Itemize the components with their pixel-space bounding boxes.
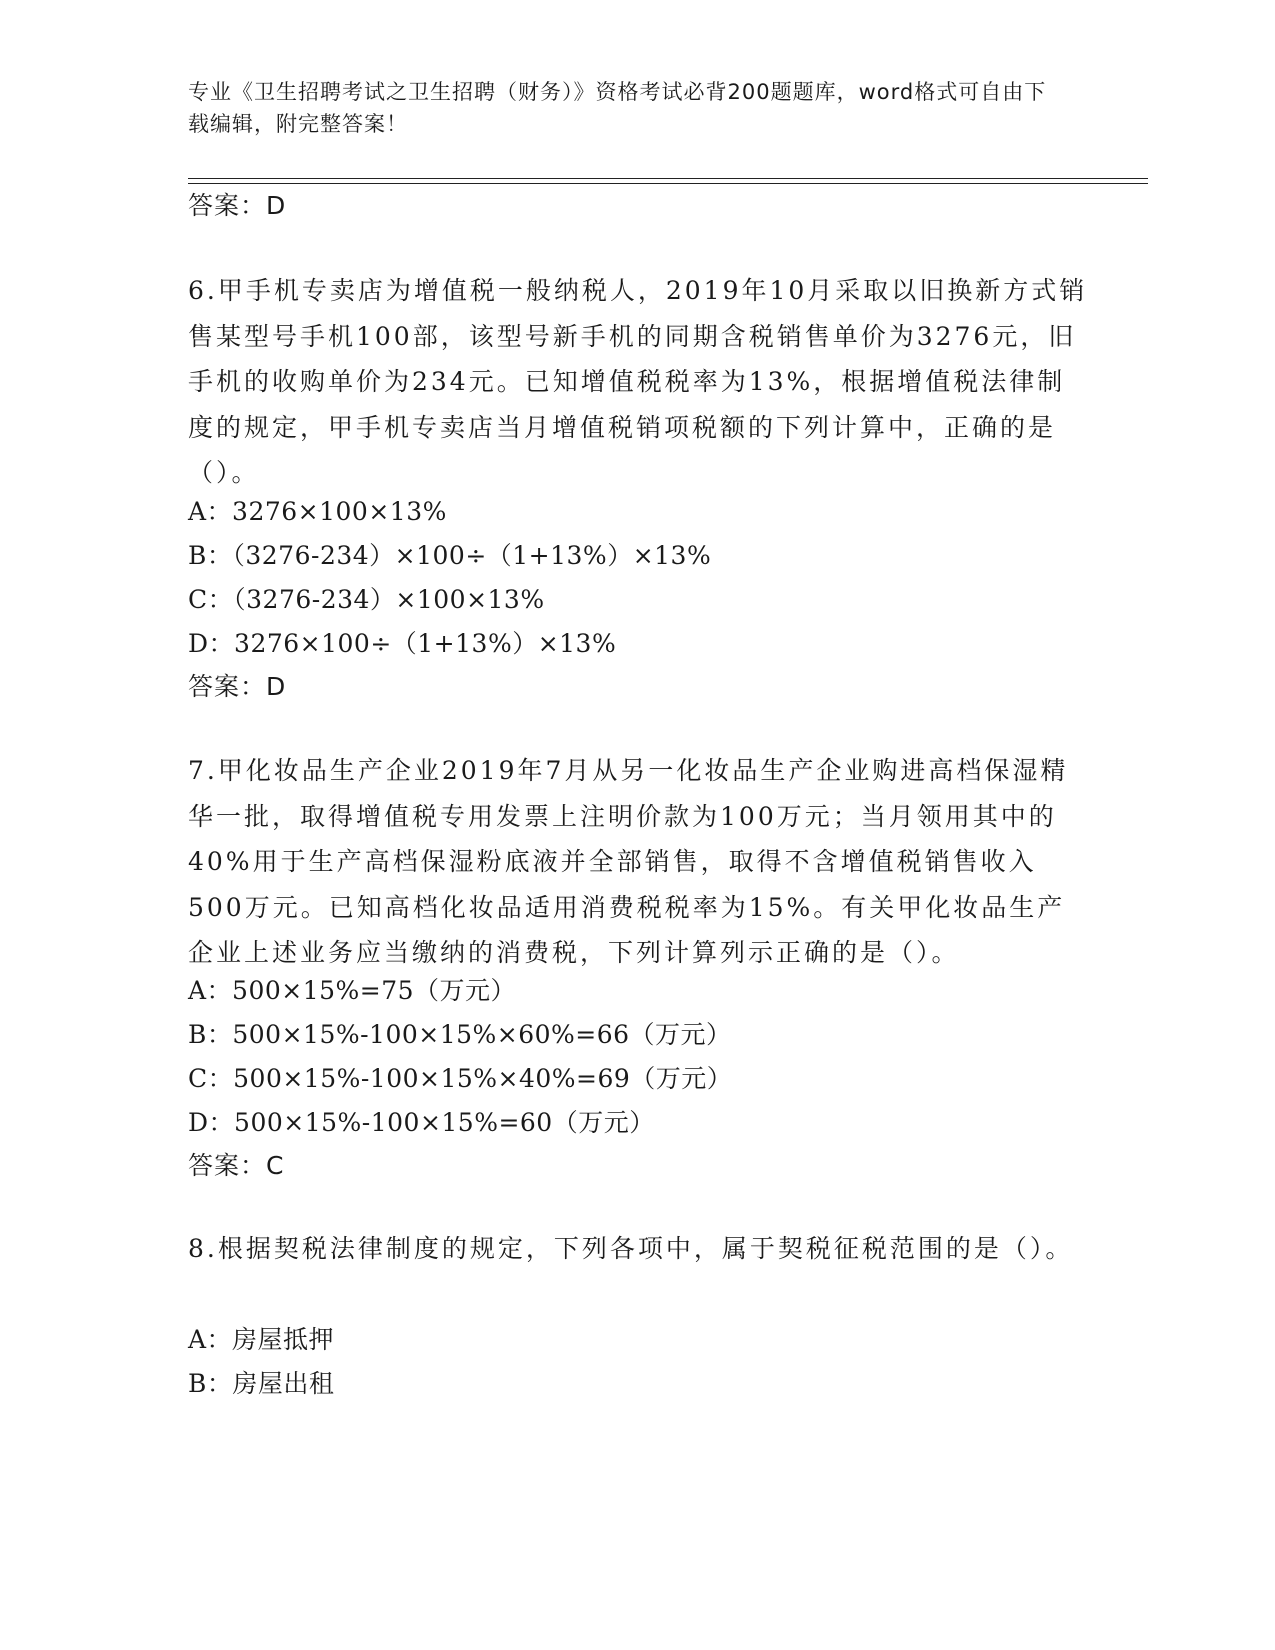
question-7-option-d: D：500×15%-100×15%=60（万元） [188, 1108, 655, 1137]
question-7-stem: 7.甲化妆品生产企业2019年7月从另一化妆品生产企业购进高档保湿精华一批，取得增值税专用发票上注明价款为100万元；当月领用其中的40%用于生产高档保湿粉底液并全部销售，取得不含增值税销售收入500万元。已知高档化妆品适用消费税税率为15%。有关甲化妆品生产企业上述业务应当缴纳的消费税，下列计算列示正确的是（）。 [188, 756, 1069, 967]
question-8-option-a: A：房屋抵押 [188, 1325, 335, 1354]
answer-q5: 答案：D [188, 191, 287, 220]
question-6-option-c: C：（3276-234）×100×13% [188, 585, 545, 614]
header-rule-bottom [188, 183, 1148, 184]
question-8-option-b: B：房屋出租 [188, 1369, 335, 1398]
document-header: 专业《卫生招聘考试之卫生招聘（财务）》资格考试必背200题题库，word格式可自由下载编辑，附完整答案！ [188, 80, 1047, 136]
question-6-stem: 6.甲手机专卖店为增值税一般纳税人，2019年10月采取以旧换新方式销售某型号手机100部，该型号新手机的同期含税销售单价为3276元，旧手机的收购单价为234元。已知增值税税率为13%，根据增值税法律制度的规定，甲手机专卖店当月增值税销项税额的下列计算中，正确的是（）。 [188, 276, 1088, 487]
question-7-option-a: A：500×15%=75（万元） [188, 976, 517, 1005]
question-7-option-b: B：500×15%-100×15%×60%=66（万元） [188, 1020, 732, 1049]
question-6-option-d: D：3276×100÷（1+13%）×13% [188, 629, 617, 658]
answer-q7: 答案：C [188, 1151, 285, 1180]
question-8-stem: 8.根据契税法律制度的规定，下列各项中，属于契税征税范围的是（）。 [188, 1234, 1074, 1263]
answer-q6: 答案：D [188, 672, 287, 701]
header-rule-top [188, 178, 1148, 179]
question-6-option-b: B：（3276-234）×100÷（1+13%）×13% [188, 541, 712, 570]
question-6-option-a: A：3276×100×13% [188, 497, 447, 526]
question-7-option-c: C：500×15%-100×15%×40%=69（万元） [188, 1064, 733, 1093]
